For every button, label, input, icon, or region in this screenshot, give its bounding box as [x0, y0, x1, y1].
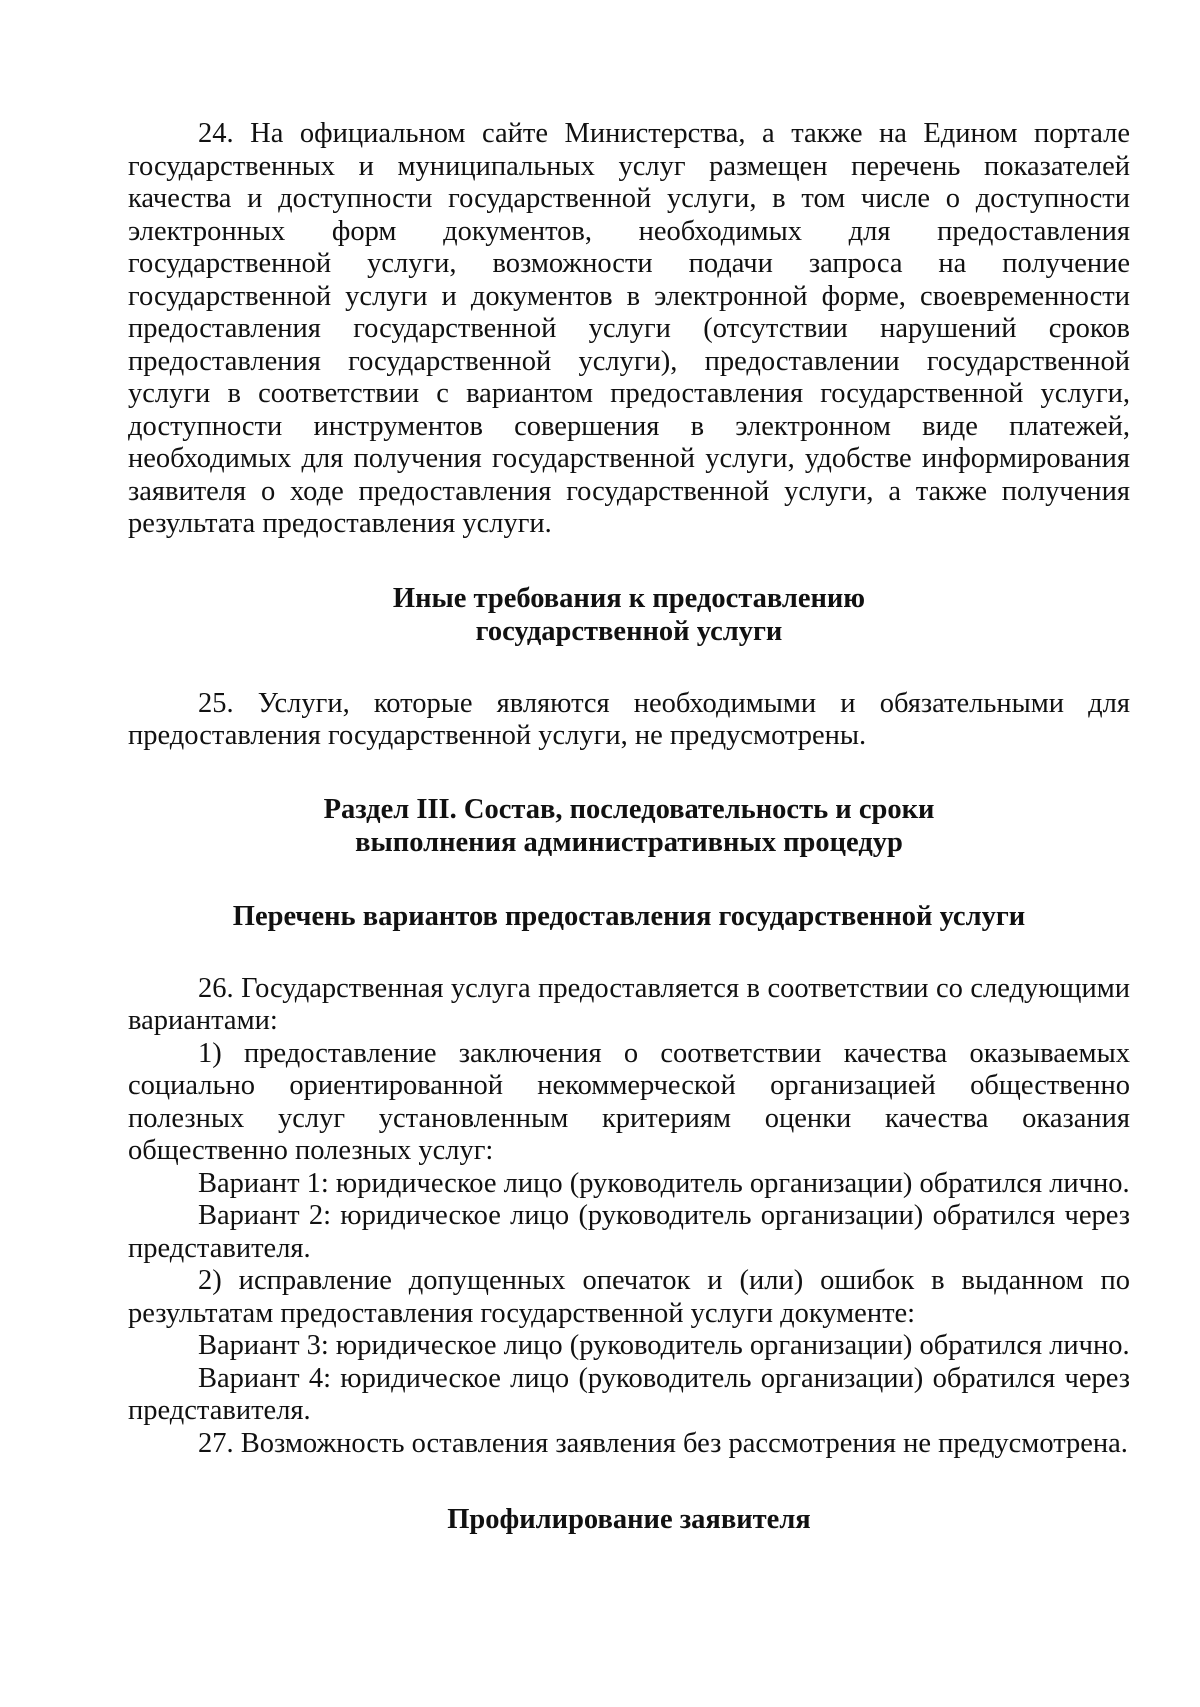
variant-2: Вариант 2: юридическое лицо (руководитель организации) обратился через представителя.	[128, 1200, 1130, 1264]
heading-applicant-profiling: Профилирование заявителя	[447, 1504, 811, 1535]
heading-section-3-line1: Раздел III. Состав, последовательность и сроки	[323, 793, 935, 825]
variant-4: Вариант 4: юридическое лицо (руководитель организации) обратился через представителя.	[128, 1362, 1130, 1426]
paragraph-24: 24. На официальном сайте Министерства, а также на Едином портале государственных и муниципальных услуг размещен перечень показателей качества и доступности государственной услуги, в том числе о доступности электронных форм документов, необходимых для предоставления государственной услуги, возможности подачи запроса на получение государственной услуги и документов в электронной форме, своевременности предоставления государственной услуги (отсутствии нарушений сроков предоставления государственной услуги), предоставлении государственной услуги в соответствии с вариантом предоставления государственной услуги, доступности инструментов совершения в электронном виде платежей, необходимых для получения государственной услуги, удобстве информирования заявителя о ходе предоставления государственной услуги, а также получения результата предоставления услуги.	[128, 118, 1130, 539]
paragraph-27: 27. Возможность оставления заявления без рассмотрения не предусмотрена.	[198, 1427, 1128, 1459]
heading-section-3-line2: выполнения административных процедур	[355, 826, 903, 858]
paragraph-25: 25. Услуги, которые являются необходимыми и обязательными для предоставления государственной услуги, не предусмотрены.	[128, 687, 1130, 751]
heading-section-3	[128, 793, 1130, 859]
heading-variants-list: Перечень вариантов предоставления государственной услуги	[232, 900, 1026, 932]
heading-other-requirements	[128, 582, 1130, 648]
heading-other-requirements-line2: государственной услуги	[475, 615, 783, 647]
document-page	[128, 118, 1130, 1536]
list-item-2: 2) исправление допущенных опечаток и (или) ошибок в выданном по результатам предоставления государственной услуги документе:	[128, 1265, 1130, 1329]
paragraph-26: 26. Государственная услуга предоставляется в соответствии со следующими вариантами:	[128, 972, 1130, 1036]
list-item-1: 1) предоставление заключения о соответствии качества оказываемых социально ориентированной некоммерческой организацией общественно полезных услуг установленным критериям оценки качества оказания общественно полезных услуг:	[128, 1037, 1130, 1166]
variant-1: Вариант 1: юридическое лицо (руководитель организации) обратился лично.	[198, 1167, 1130, 1199]
variant-3: Вариант 3: юридическое лицо (руководитель организации) обратился лично.	[198, 1330, 1130, 1361]
heading-other-requirements-line1: Иные требования к предоставлению	[392, 582, 866, 614]
